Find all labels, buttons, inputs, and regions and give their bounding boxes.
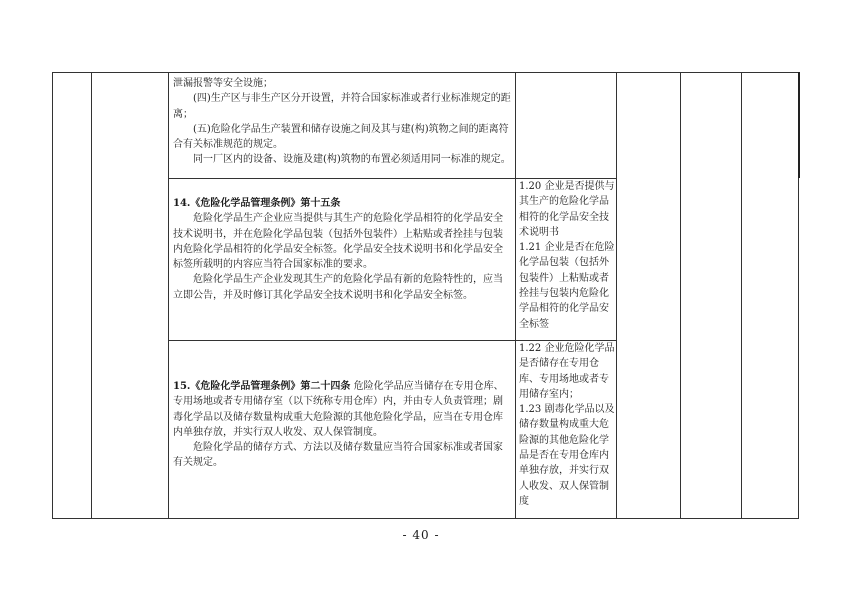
criterion-item: 1.23 剧毒化学品以及储存数量构成重大危险源的其他危险化学品是否在专用仓库内单独存放，并实行双人收发、双人保管制度 [519,404,615,507]
page-number: - 40 - [402,528,440,542]
clause-15-lead [173,379,511,440]
clause-paragraph: 危险化学品的储存方式、方法以及储存数量应当符合国家标准或者国家有关规定。 [173,442,503,469]
col-divider [616,73,617,518]
col-divider [680,73,681,518]
criterion-item: 1.22 企业危险化学品是否储存在专用仓库、专用场地或者专用储存室内； [519,343,615,400]
cont-line: 同一厂区内的设备、设施及建(构)筑物的布置必须适用同一标准的规定。 [193,154,511,166]
clause-paragraph: 危险化学品应当储存在专用仓库、专用场地或者专用储存室（以下统称专用仓库）内，并由专人负责管理；剧毒化学品以及储存数量构成重大危险源的其他危险化学品，应当在专用仓库内单独存放，并实行双人收发、双人保管制度。 [173,381,504,438]
clause-title: 14.《危险化学品管理条例》第十五条 [173,198,341,209]
col-divider [91,73,92,518]
clause-15 [173,379,511,471]
inspection-table [52,72,799,519]
col-divider [515,73,516,518]
criterion-item: 1.20 企业是否提供与其生产的危险化学品相符的化学品安全技术说明书 [519,181,615,238]
clause-paragraph: 危险化学品生产企业应当提供与其生产的危险化学品相符的化学品安全技术说明书，并在危险化学品包装（包括外包装件）上粘贴或者拴挂与包装内危险化学品相符的化学品安全标签。化学品安全技术说明书和化学品安全标签所载明的内容应当符合国家标准的要求。 [173,213,503,271]
cont-line: 泄漏报警等安全设施； [173,78,273,89]
cont-line: (四)生产区与非生产区分开设置，并符合国家标准或者行业标准规定的距离； [173,93,511,120]
cont-line: (五)危险化学品生产装置和储存设施之间及其与建(构)筑物之间的距离符合有关标准规范的规定。 [173,123,509,151]
margin-mark [798,72,800,178]
continuation-text [173,76,511,168]
criteria-15 [519,341,615,509]
col-divider [741,73,742,518]
clause-paragraph: 危险化学品生产企业发现其生产的危险化学品有新的危险特性的，应当立即公告，并及时修订其化学品安全技术说明书和化学品安全标签。 [173,274,503,301]
criterion-item: 1.21 企业是否在危险化学品包装（包括外包装件）上粘贴或者拴挂与包装内危险化学品相符的化学品安全标签 [519,242,615,330]
clause-14 [173,196,511,303]
criteria-14 [519,179,615,332]
col-divider [168,73,169,518]
clause-title: 15.《危险化学品管理条例》第二十四条 [173,381,351,392]
